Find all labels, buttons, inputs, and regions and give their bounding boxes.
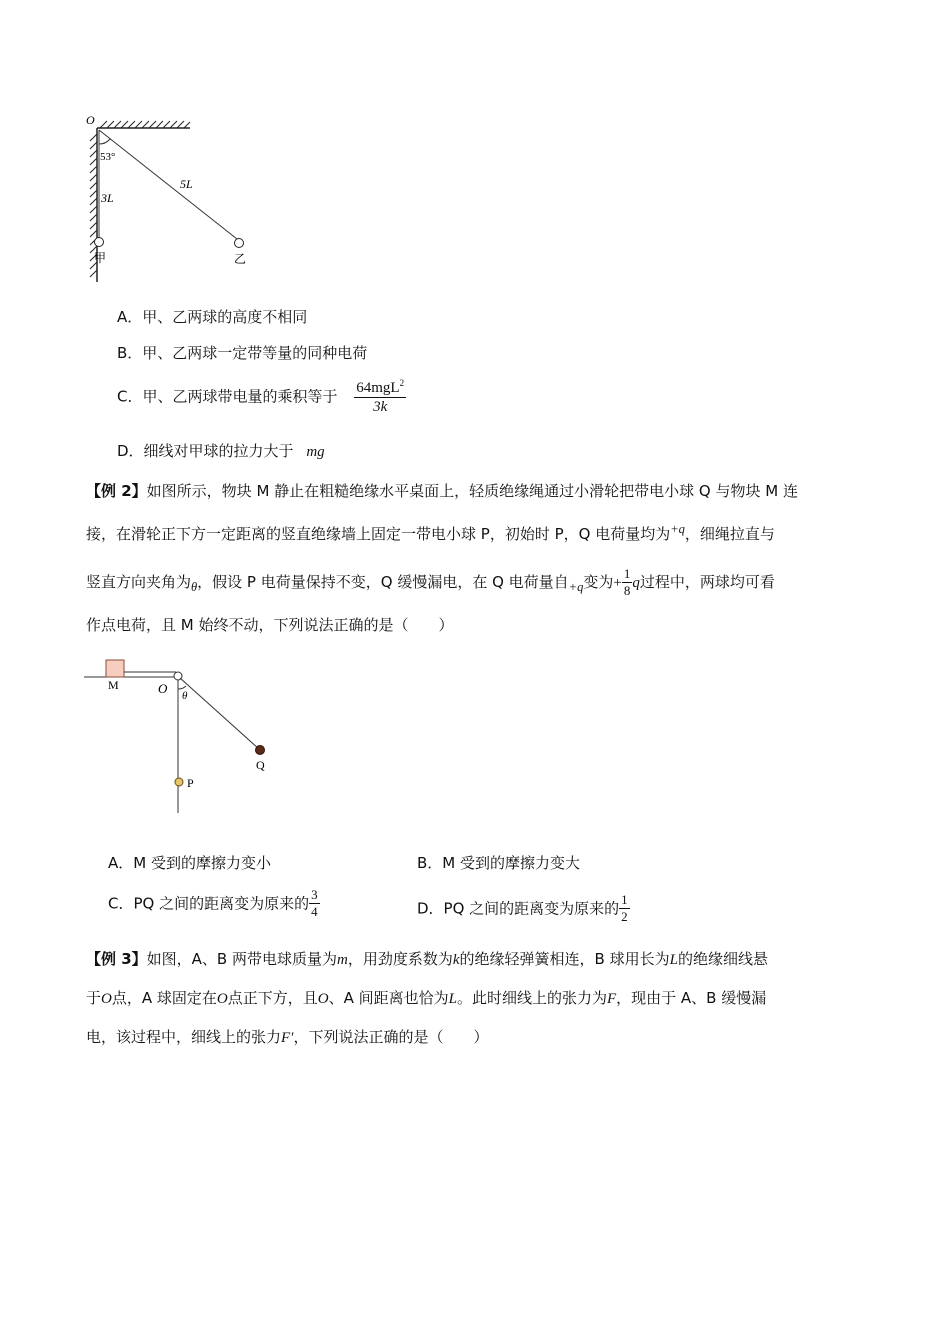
ex2-option-c[interactable] <box>108 888 320 920</box>
label-o2: O <box>158 681 168 696</box>
ex2-line3c: 变为 <box>583 573 614 591</box>
ex3-l2c: 点正下方，且 <box>227 989 318 1007</box>
ex3-L2: L <box>448 991 457 1007</box>
ex3-l2b: 点，A 球固定在 <box>111 989 217 1007</box>
option-c-fraction <box>354 378 406 416</box>
ex3-l3a: 电，该过程中，细线上的张力 <box>86 1028 282 1046</box>
ball-jia <box>95 238 104 247</box>
ex2-option-d[interactable] <box>417 893 630 925</box>
ex3-F: F <box>606 991 617 1007</box>
ex2-line1: 如图所示，物块 M 静止在粗糙绝缘水平桌面上，轻质绝缘绳通过小滑轮把带电小球 Q 与物块 M 连 <box>146 482 798 500</box>
ex2-option-a[interactable]: A．M 受到的摩擦力变小 <box>108 854 271 872</box>
ball-yi <box>235 239 244 248</box>
ex3-k: k <box>452 952 460 968</box>
ex2-d-num: 1 <box>621 892 628 907</box>
option-d-text: D．细线对甲球的拉力大于 <box>117 442 294 460</box>
ball-p <box>175 778 183 786</box>
example-3-tag: 【例 3】 <box>86 950 147 968</box>
ex2-line2b: ，细绳拉直与 <box>684 525 775 543</box>
ex3-m: m <box>337 952 348 968</box>
ex3-l1c: 的绝缘轻弹簧相连，B 球用长为 <box>459 950 670 968</box>
example-2-text <box>86 472 866 644</box>
ex3-O: O <box>101 991 112 1007</box>
frac-den: 3k <box>373 399 388 416</box>
ex3-l3b: ，下列说法正确的是（ ） <box>293 1028 489 1046</box>
option-c[interactable] <box>117 378 406 416</box>
ex2-line3a: 竖直方向夹角为 <box>86 573 192 591</box>
ex3-l2a: 于 <box>86 989 102 1007</box>
ex2-option-c-text: C．PQ 之间的距离变为原来的 <box>108 894 310 913</box>
ex2-option-d-text: D．PQ 之间的距离变为原来的 <box>417 899 620 918</box>
ex2-c-den: 4 <box>311 903 318 919</box>
example-3-text <box>86 940 866 1057</box>
ex2-frac-num: 1 <box>623 565 631 581</box>
label-angle: 53° <box>100 151 116 163</box>
frac-sup: 2 <box>399 378 405 388</box>
option-a[interactable]: A．甲、乙两球的高度不相同 <box>117 308 308 326</box>
label-yi: 乙 <box>234 252 247 266</box>
ex3-l1d: 的绝缘细线悬 <box>677 950 768 968</box>
label-jia: 甲 <box>94 251 107 265</box>
label-p: P <box>187 776 194 790</box>
block-m <box>106 660 124 677</box>
ex2-q: +q <box>670 522 685 536</box>
option-d-math: mg <box>306 444 325 460</box>
ex2-line3d: 过程中，两球均可看 <box>639 573 775 591</box>
frac-num: 64mgL <box>356 380 400 396</box>
ex2-c-num: 3 <box>311 887 318 902</box>
ex2-line4: 作点电荷，且 M 始终不动，下列说法正确的是（ ） <box>86 616 454 634</box>
ex2-d-den: 2 <box>621 908 628 924</box>
option-d[interactable] <box>117 440 325 461</box>
ex3-l2d: 、A 间距离也恰为 <box>328 989 449 1007</box>
ex3-Fprime: F′ <box>281 1030 294 1046</box>
example-2-tag: 【例 2】 <box>86 482 147 500</box>
ex3-l1b: ，用劲度系数为 <box>347 950 453 968</box>
option-b[interactable]: B．甲、乙两球一定带等量的同种电荷 <box>117 344 368 362</box>
label-theta: θ <box>182 690 188 702</box>
ex3-l2e: 。此时细线上的张力为 <box>456 989 607 1007</box>
ex2-option-b[interactable]: B．M 受到的摩擦力变大 <box>417 854 581 872</box>
ex2-q2: +q <box>568 580 584 594</box>
ex3-l1a: 如图，A、B 两带电球质量为 <box>146 950 337 968</box>
ex2-line2a: 接，在滑轮正下方一定距离的竖直绝缘墙上固定一带电小球 P，初始时 P，Q 电荷量均为 <box>86 525 671 543</box>
ex2-fraction <box>622 567 633 599</box>
ex2-fq: q <box>632 575 640 591</box>
option-c-text: C．甲、乙两球带电量的乘积等于 <box>117 387 338 406</box>
ex3-O3: O <box>317 991 329 1007</box>
label-q: Q <box>256 758 265 772</box>
figure-two-balls-wall <box>80 110 280 290</box>
label-3l: 3L <box>101 191 114 205</box>
label-5l: 5L <box>180 177 193 191</box>
ex3-l2f: ，现由于 A、B 缓慢漏 <box>616 989 767 1007</box>
ex3-L: L <box>669 952 678 968</box>
ex2-line3b: ，假设 P 电荷量保持不变，Q 缓慢漏电，在 Q 电荷量自 <box>197 573 569 591</box>
ex2-frac-den: 8 <box>623 582 631 598</box>
ex3-O2: O <box>216 991 228 1007</box>
ex2-plus: + <box>613 575 622 591</box>
figure-pulley <box>84 655 294 815</box>
ball-q <box>256 746 265 755</box>
ex2-option-c-fraction <box>309 888 320 920</box>
label-o: O <box>86 113 95 127</box>
label-m: M <box>108 678 119 692</box>
ex2-option-d-fraction <box>619 893 630 925</box>
ex2-theta: θ <box>191 580 198 594</box>
